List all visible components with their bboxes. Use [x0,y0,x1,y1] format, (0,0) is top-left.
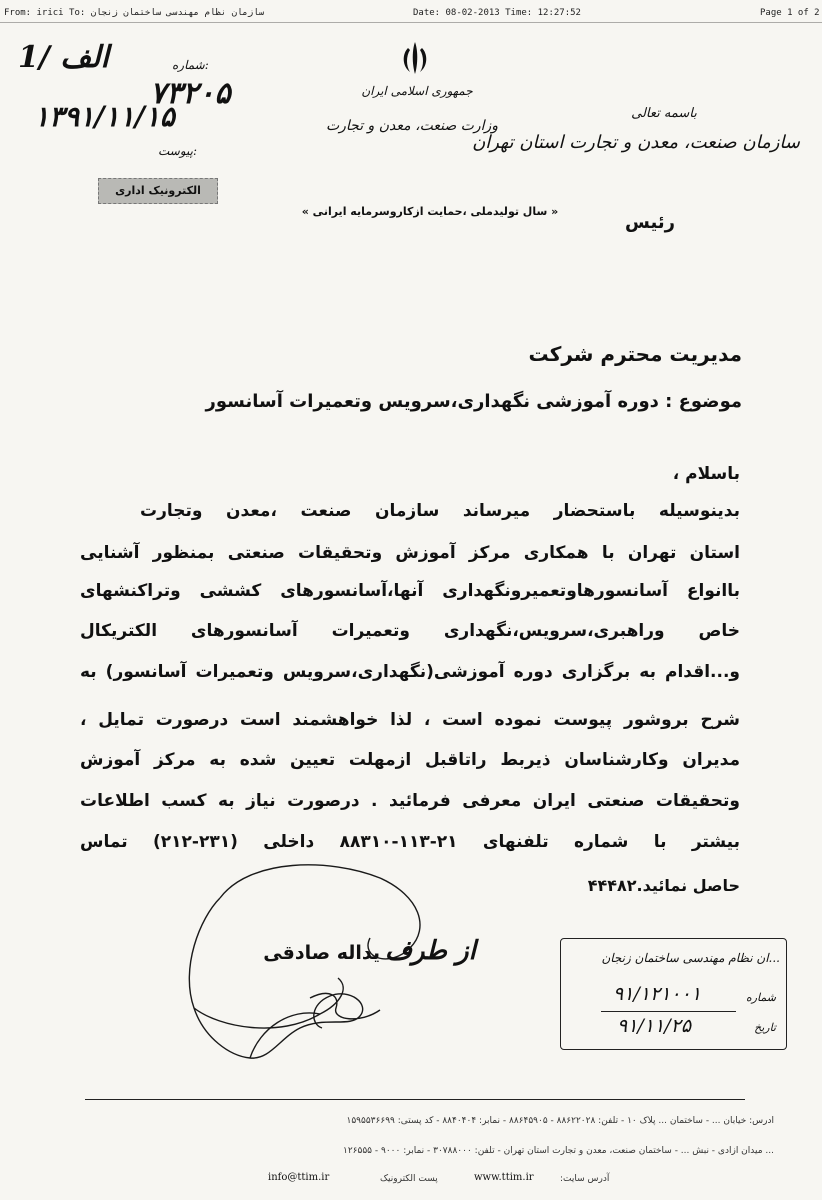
body-line: مدیران وکارشناسان ذیربط راتاقبل ازمهلت تعیین شده به مرکز آموزش [80,750,740,770]
registration-number: ۷۳۲۰۵ [150,76,231,111]
registration-date: ۱۳۹۱/۱۱/۱۵ [34,100,175,133]
emblem-icon [398,40,432,76]
greeting: باسلام ، [672,464,740,484]
body-line: وتحقیقات صنعتی ایران معرفی فرمائید . درصورت نیاز به کسب اطلاعات [80,791,740,811]
receipt-number: ۹۱/۱۲۱۰۰۱ [613,983,702,1005]
body-line: استان تهران با همکاری مرکز آموزش وتحقیقات صنعتی بمنظور آشنایی [80,543,740,563]
footer-email[interactable]: info@ttim.ir [268,1172,330,1183]
closing-line: حاصل نمائید.۴۴۴۸۲ [587,876,740,895]
registration-prefix: 1/ الف [18,40,109,75]
organization-name: سازمان صنعت، معدن و تجارت استان تهران [472,132,800,153]
fax-header-rule [0,22,822,23]
receipt-stamp-rule [601,1011,736,1012]
body-line: خاص وراهبری،سرویس،نگهداری وتعمیرات آسانسورهای الکتریکال [80,621,740,641]
fax-date-time: Date: 08-02-2013 Time: 12:27:52 [413,8,581,18]
ministry-name: وزارت صنعت، معدن و تجارت [325,118,499,134]
subject: موضوع : دوره آموزشی نگهداری،سرویس وتعمیرات آسانسور [205,391,742,412]
receipt-stamp-title: ...ان نظام مهندسی ساختمان زنجان [601,951,780,965]
fax-from: From: irici To: سازمان نظام مهندسی ساختمان زنجان [4,8,265,18]
body-line: شرح بروشور پیوست نموده است ، لذا خواهشمند است درصورت تمایل ، [80,710,740,730]
body-line: و...اقدام به برگزاری دوره آموزشی(نگهداری،سرویس وتعمیرات آسانسور) به [80,662,740,682]
registration-attachment-label: پیوست: [158,144,198,158]
footer-rule [85,1099,745,1100]
receipt-date-label: تاریخ [754,1021,776,1034]
footer-email-label: پست الکترونیک [380,1174,438,1184]
registration-number-label: شماره: [172,58,209,72]
sender-title: رئیس [625,212,675,233]
body-line: بدینوسیله باستحضار میرساند سازمان صنعت ،معدن وتجارت [140,501,740,521]
receipt-number-label: شماره [745,991,776,1004]
republic-name: جمهوری اسلامی ایران [361,84,473,98]
footer-website[interactable]: www.ttim.ir [474,1172,534,1183]
fax-page-number: Page 1 of 2 [760,8,820,18]
signer-initial: از طرف [385,936,476,966]
body-line: باانواع آسانسورهاوتعمیرونگهداری آنها،آسانسورهای کششی وتراکنشهای [80,581,740,601]
signer-name: یداله صادقی [263,942,380,964]
body-line: بیشتر با شماره تلفنهای ۲۱-۱۱۳-۸۸۳۱۰ داخلی (۲۳۱-۲۱۲) تماس [80,832,740,852]
footer-address-line-1: آدرس: خیابان ... - ساختمان ... پلاک ۱۰ - تلفن: ۸۸۶۲۲۰۲۸ - ۸۸۶۴۵۹۰۵ - نمابر: ۸۸۴۰۴۰۴ - کد پستی: ۱۵۹۵۵۳۶۶۹۹ [346,1116,774,1126]
footer-website-label: آدرس سایت: [560,1174,610,1184]
year-slogan: « سال تولیدملی ،حمایت ازکاروسرمایه ایرانی » [301,205,559,218]
electronic-stamp: الکترونیک اداری [98,178,218,204]
footer-address-line-2: ... میدان آزادی - نبش ... - ساختمان صنعت، معدن و تجارت استان تهران - تلفن: ۳۰۷۸۸۰۰۰ - نمابر: ۹۰۰۰ - ۱۲۶۵۵۵ [343,1146,774,1156]
addressee: مدیریت محترم شرکت [528,342,742,366]
receipt-date: ۹۱/۱۱/۲۵ [617,1015,692,1037]
invocation: باسمه تعالی [631,106,697,121]
receipt-stamp [560,938,787,1050]
